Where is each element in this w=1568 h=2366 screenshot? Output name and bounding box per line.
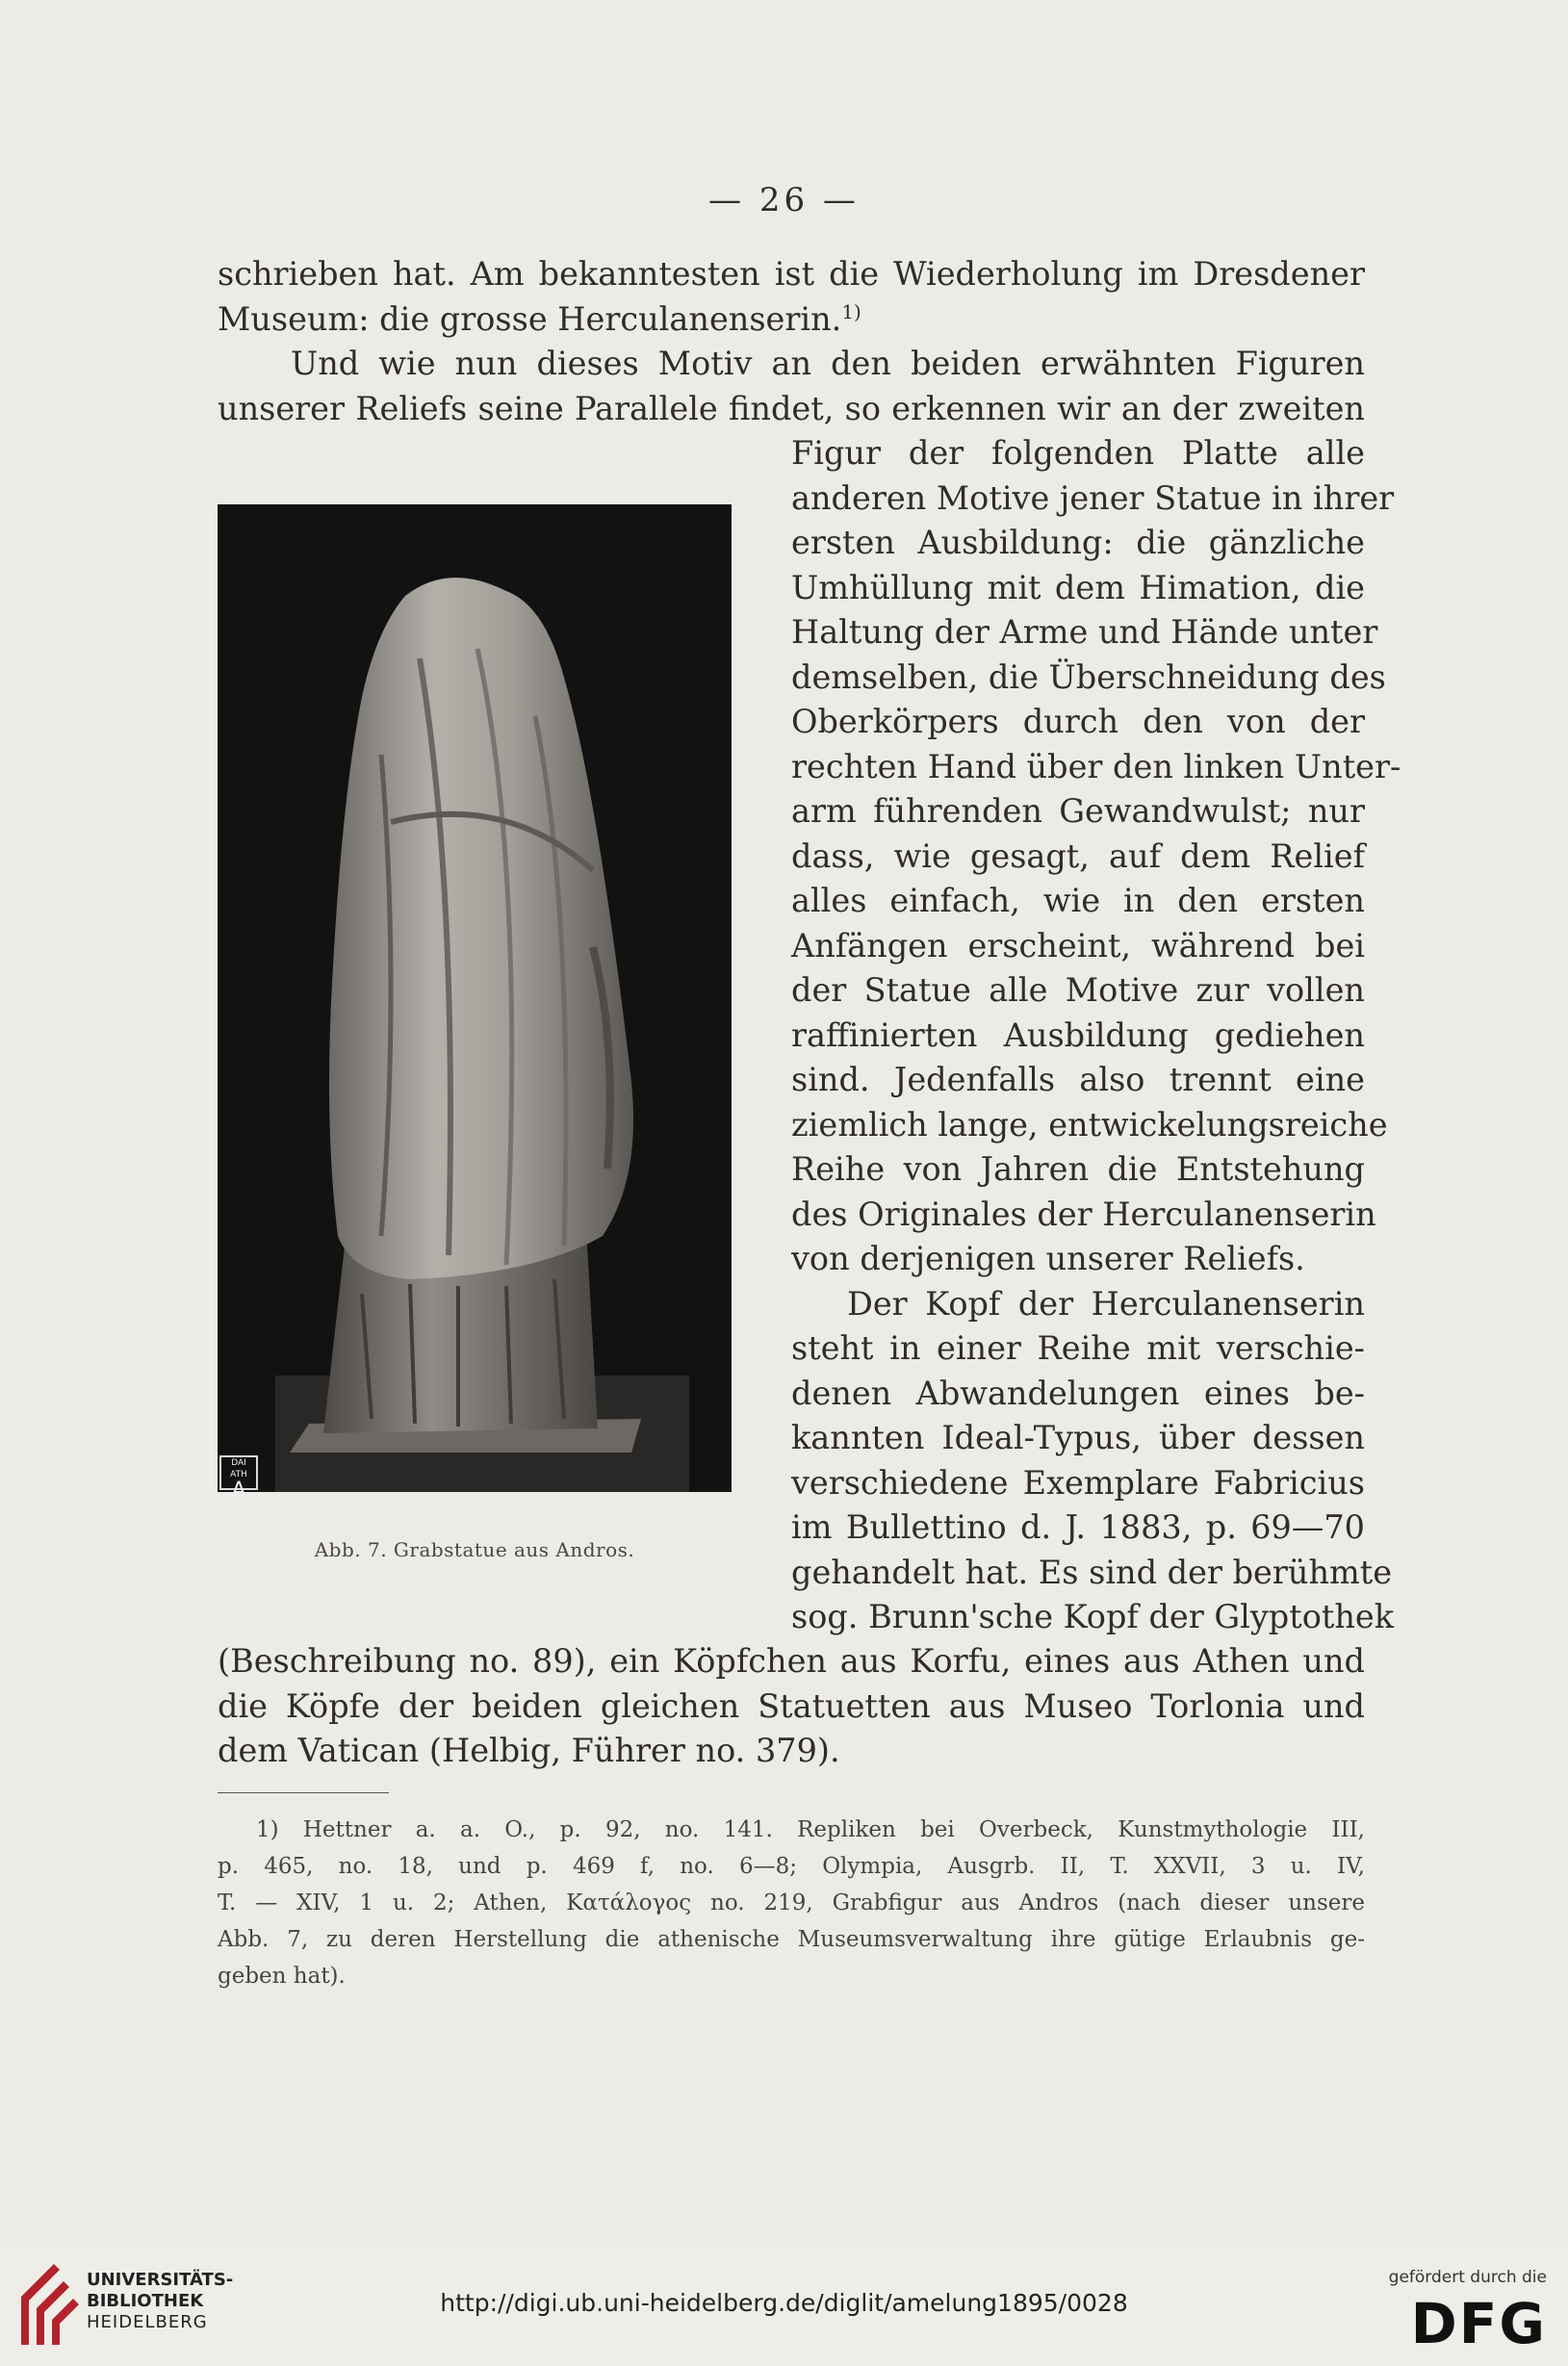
text-line: Umhüllung mit dem Himation, die	[791, 568, 1365, 606]
permalink-url[interactable]: http://digi.ub.uni-heidelberg.de/diglit/amelung1895/0028	[440, 2289, 1128, 2317]
library-name-line: BIBLIOTHEK	[87, 2291, 204, 2311]
text-line: unserer Reliefs seine Parallele findet, so erkennen wir an der zweiten	[218, 389, 1365, 427]
footnote-line: geben hat).	[218, 1964, 346, 1989]
text-line: sind. Jedenfalls also trennt eine	[791, 1061, 1365, 1098]
text-line: sog. Brunn'sche Kopf der Glyptothek	[791, 1598, 1395, 1635]
footnote-ref: 1)	[841, 299, 861, 323]
text-line: schrieben hat. Am bekanntesten ist die Wiederholung im Dresdener	[218, 255, 1365, 293]
footnote-line: p. 465, no. 18, und p. 469 f, no. 6—8; Olympia, Ausgrb. II, T. XXVII, 3 u. IV,	[218, 1854, 1365, 1879]
footnote-line: T. — XIV, 1 u. 2; Athen, Κατάλογος no. 219, Grabfigur aus Andros (nach dieser unsere	[218, 1890, 1365, 1916]
text-line: Der Kopf der Herculanenserin	[847, 1284, 1365, 1323]
footnote-line: Abb. 7, zu deren Herstellung die athenische Museumsverwaltung ihre gütige Erlaubnis ge-	[218, 1927, 1365, 1952]
text-line: Oberkörpers durch den von der	[791, 703, 1365, 740]
body-text-bottom	[218, 1639, 1365, 1774]
body-text-top	[218, 252, 1365, 431]
text-line: von derjenigen unserer Reliefs.	[791, 1240, 1305, 1277]
text-line: dem Vatican (Helbig, Führer no. 379).	[218, 1732, 840, 1769]
stamp-letter: A	[231, 1479, 246, 1503]
footnote-divider	[218, 1792, 389, 1793]
text-line: Haltung der Arme und Hände unter	[791, 613, 1378, 651]
text-line: dass, wie gesagt, auf dem Relief	[791, 836, 1365, 875]
dfg-logo: DFG	[1410, 2291, 1547, 2356]
body-text-right-column	[791, 431, 1401, 1640]
text-line: Und wie nun dieses Motiv an den beiden erwähnten Figuren	[291, 345, 1365, 382]
text-line: (Beschreibung no. 89), ein Köpfchen aus Korfu, eines aus Athen und	[218, 1642, 1365, 1680]
text-line: arm führenden Gewandwulst; nur	[791, 792, 1365, 830]
statue-image	[218, 504, 732, 1492]
library-name-line: HEIDELBERG	[87, 2312, 208, 2332]
digital-library-footer	[0, 2243, 1568, 2366]
text-line: anderen Motive jener Statue in ihrer	[791, 478, 1395, 517]
text-line: die Köpfe der beiden gleichen Statuetten aus Museo Torlonia und	[218, 1686, 1365, 1725]
funded-by-text: gefördert durch die	[1388, 2268, 1547, 2287]
text-line: ersten Ausbildung: die gänzliche	[791, 524, 1365, 561]
stamp-small-text: DAI ATH	[230, 1458, 247, 1479]
library-name-line: UNIVERSITÄTS-	[87, 2270, 234, 2290]
text-line: alles einfach, wie in den ersten	[791, 882, 1365, 919]
text-line: raffinierten Ausbildung gediehen	[791, 1016, 1365, 1054]
statue-photograph	[218, 504, 732, 1492]
text-line: kannten Ideal-Typus, über dessen	[791, 1419, 1365, 1456]
text-line: verschiedene Exemplare Fabricius	[791, 1463, 1365, 1502]
footnote-line: 1) Hettner a. a. O., p. 92, no. 141. Repliken bei Overbeck, Kunstmythologie III,	[256, 1817, 1365, 1842]
text-line: denen Abwandelungen eines be-	[791, 1374, 1365, 1412]
text-line: ziemlich lange, entwickelungsreiche	[791, 1105, 1388, 1144]
figure-caption: Abb. 7. Grabstatue aus Andros.	[314, 1538, 635, 1561]
dai-stamp-logo	[219, 1455, 258, 1503]
text-line: demselben, die Überschneidung des	[791, 657, 1386, 696]
text-line	[218, 297, 1365, 343]
text-line: des Originales der Herculanenserin	[791, 1195, 1376, 1233]
text-line: im Bullettino d. J. 1883, p. 69—70	[791, 1508, 1365, 1546]
text-line: rechten Hand über den linken Unter-	[791, 747, 1401, 785]
text-line-content: Museum: die grosse Herculanenserin.	[218, 299, 842, 338]
text-line: Figur der folgenden Platte alle	[791, 434, 1365, 472]
text-line: steht in einer Reihe mit verschie-	[791, 1329, 1365, 1367]
text-line: der Statue alle Motive zur vollen	[791, 971, 1365, 1009]
text-line: Anfängen erscheint, während bei	[791, 926, 1365, 964]
footnotes	[218, 1812, 1365, 1994]
text-line: gehandelt hat. Es sind der berühmte	[791, 1553, 1393, 1591]
text-line: Reihe von Jahren die Entstehung	[791, 1150, 1365, 1188]
page-number: — 26 —	[708, 181, 860, 219]
